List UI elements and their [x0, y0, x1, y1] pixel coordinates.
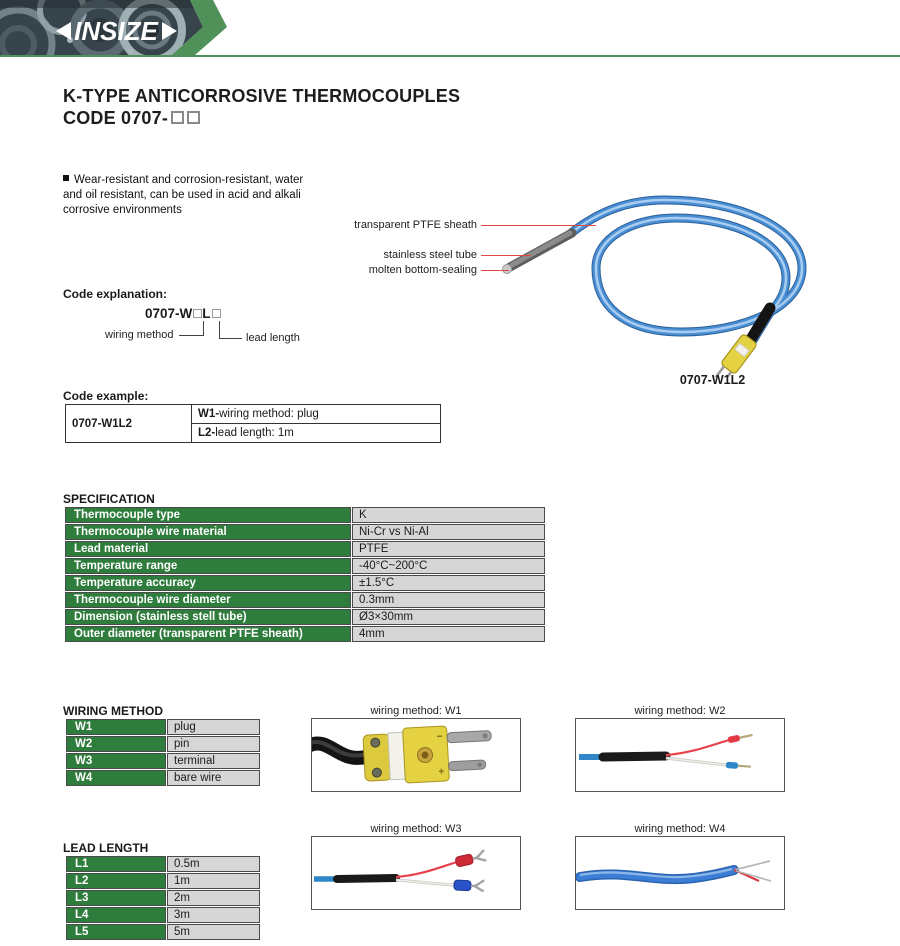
table-row: [66, 736, 260, 752]
spec-key: Thermocouple wire material: [65, 524, 351, 540]
lead-key: L4: [66, 907, 166, 923]
specification-heading: SPECIFICATION: [63, 492, 155, 506]
feature-bullet: [63, 173, 315, 219]
wiring-value: terminal: [167, 753, 260, 769]
diagram-line: [219, 338, 242, 339]
table-row: [65, 524, 545, 540]
page-code-title: [63, 108, 200, 129]
label-bottom-sealing: molten bottom-sealing: [368, 264, 477, 276]
wiring-method-heading: WIRING METHOD: [63, 704, 163, 718]
diagram-line: [219, 321, 220, 339]
wiring-key: W4: [66, 770, 166, 786]
lead-value: 5m: [167, 924, 260, 940]
code-prefix-text: CODE 0707-: [63, 108, 169, 128]
lead-key: L2: [66, 873, 166, 889]
wiring-image-w2: [575, 718, 785, 792]
code-example-key: L2-: [198, 427, 216, 439]
bullet-square-icon: [63, 175, 69, 181]
spec-value: Ø3×30mm: [352, 609, 545, 625]
leader-line: [481, 270, 509, 271]
spec-value: K: [352, 507, 545, 523]
spec-key: Outer diameter (transparent PTFE sheath): [65, 626, 351, 642]
spec-key: Dimension (stainless stell tube): [65, 609, 351, 625]
wiring-value: bare wire: [167, 770, 260, 786]
spec-key: Thermocouple wire diameter: [65, 592, 351, 608]
lead-value: 0.5m: [167, 856, 260, 872]
spec-key: Temperature accuracy: [65, 575, 351, 591]
lead-key: L5: [66, 924, 166, 940]
label-ptfe-sheath: transparent PTFE sheath: [354, 219, 477, 231]
spec-key: Thermocouple type: [65, 507, 351, 523]
table-row: [66, 907, 260, 923]
diagram-line: [203, 321, 204, 336]
code-pattern-prefix: 0707-W: [145, 306, 193, 321]
table-row: [65, 575, 545, 591]
leader-line: [481, 255, 531, 256]
code-placeholder-square: [171, 111, 184, 124]
spec-value: Ni-Cr vs Ni-Al: [352, 524, 545, 540]
spec-key: Lead material: [65, 541, 351, 557]
table-row: [65, 609, 545, 625]
leader-line: [481, 225, 596, 226]
wiring-image-title-w1: wiring method: W1: [370, 705, 462, 717]
lead-key: L1: [66, 856, 166, 872]
wiring-key: W1: [66, 719, 166, 735]
table-row: [66, 924, 260, 940]
specification-table: [64, 506, 546, 643]
spec-value: -40°C~200°C: [352, 558, 545, 574]
lead-length-label: lead length: [246, 332, 300, 344]
code-example-heading: Code example:: [63, 389, 149, 403]
wiring-image-w3: [311, 836, 521, 910]
wiring-value: pin: [167, 736, 260, 752]
table-row: [66, 770, 260, 786]
lead-value: 1m: [167, 873, 260, 889]
code-pattern: [145, 306, 221, 321]
code-example-code: 0707-W1L2: [66, 405, 192, 443]
table-row: [65, 507, 545, 523]
svg-text:INSIZE: INSIZE: [74, 16, 158, 46]
terminal-photo: [312, 837, 520, 909]
table-row: [66, 890, 260, 906]
table-row: [65, 558, 545, 574]
spec-key: Temperature range: [65, 558, 351, 574]
page-title: K-TYPE ANTICORROSIVE THERMOCOUPLES: [63, 86, 461, 106]
code-example-value: wiring method: plug: [219, 408, 319, 420]
table-row: [65, 592, 545, 608]
header-rule: [0, 55, 900, 57]
spec-value: 0.3mm: [352, 592, 545, 608]
plug-connector: [710, 333, 758, 377]
spec-value: PTFE: [352, 541, 545, 557]
bare-wire-photo: [576, 837, 784, 909]
wiring-image-title-w3: wiring method: W3: [370, 823, 462, 835]
wiring-image-title-w4: wiring method: W4: [634, 823, 726, 835]
label-steel-tube: stainless steel tube: [383, 249, 477, 261]
code-example-table: [65, 404, 441, 443]
pin-photo: [576, 719, 784, 791]
table-row: [66, 719, 260, 735]
wiring-image-w1: [311, 718, 521, 792]
wiring-key: W2: [66, 736, 166, 752]
table-row: [65, 626, 545, 642]
spec-value: ±1.5°C: [352, 575, 545, 591]
thermocouple-product-image: [480, 192, 810, 377]
lead-key: L3: [66, 890, 166, 906]
code-example-value: lead length: 1m: [215, 427, 294, 439]
lead-length-heading: LEAD LENGTH: [63, 841, 149, 855]
code-placeholder-square: [212, 309, 221, 318]
wiring-value: plug: [167, 719, 260, 735]
table-row: [66, 873, 260, 889]
table-row: [65, 541, 545, 557]
table-row: [66, 405, 441, 424]
spec-value: 4mm: [352, 626, 545, 642]
code-explanation-heading: Code explanation:: [63, 287, 168, 301]
code-placeholder-square: [193, 309, 202, 318]
lead-length-table: [65, 855, 261, 941]
lead-value: 3m: [167, 907, 260, 923]
header-banner: [0, 0, 900, 58]
wiring-method-label: wiring method: [105, 329, 174, 341]
wiring-image-w4: [575, 836, 785, 910]
lead-value: 2m: [167, 890, 260, 906]
product-caption: 0707-W1L2: [679, 373, 746, 387]
code-pattern-mid: L: [202, 306, 211, 321]
feature-text: Wear-resistant and corrosion-resistant, water and oil resistant, can be used in acid and alkali corrosive environments: [63, 174, 304, 217]
plug-photo: [312, 719, 520, 791]
code-placeholder-square: [187, 111, 200, 124]
table-row: [66, 856, 260, 872]
wiring-image-title-w2: wiring method: W2: [634, 705, 726, 717]
diagram-line: [179, 335, 204, 336]
wiring-key: W3: [66, 753, 166, 769]
wiring-method-table: [65, 718, 261, 787]
code-example-key: W1-: [198, 408, 220, 420]
table-row: [66, 753, 260, 769]
